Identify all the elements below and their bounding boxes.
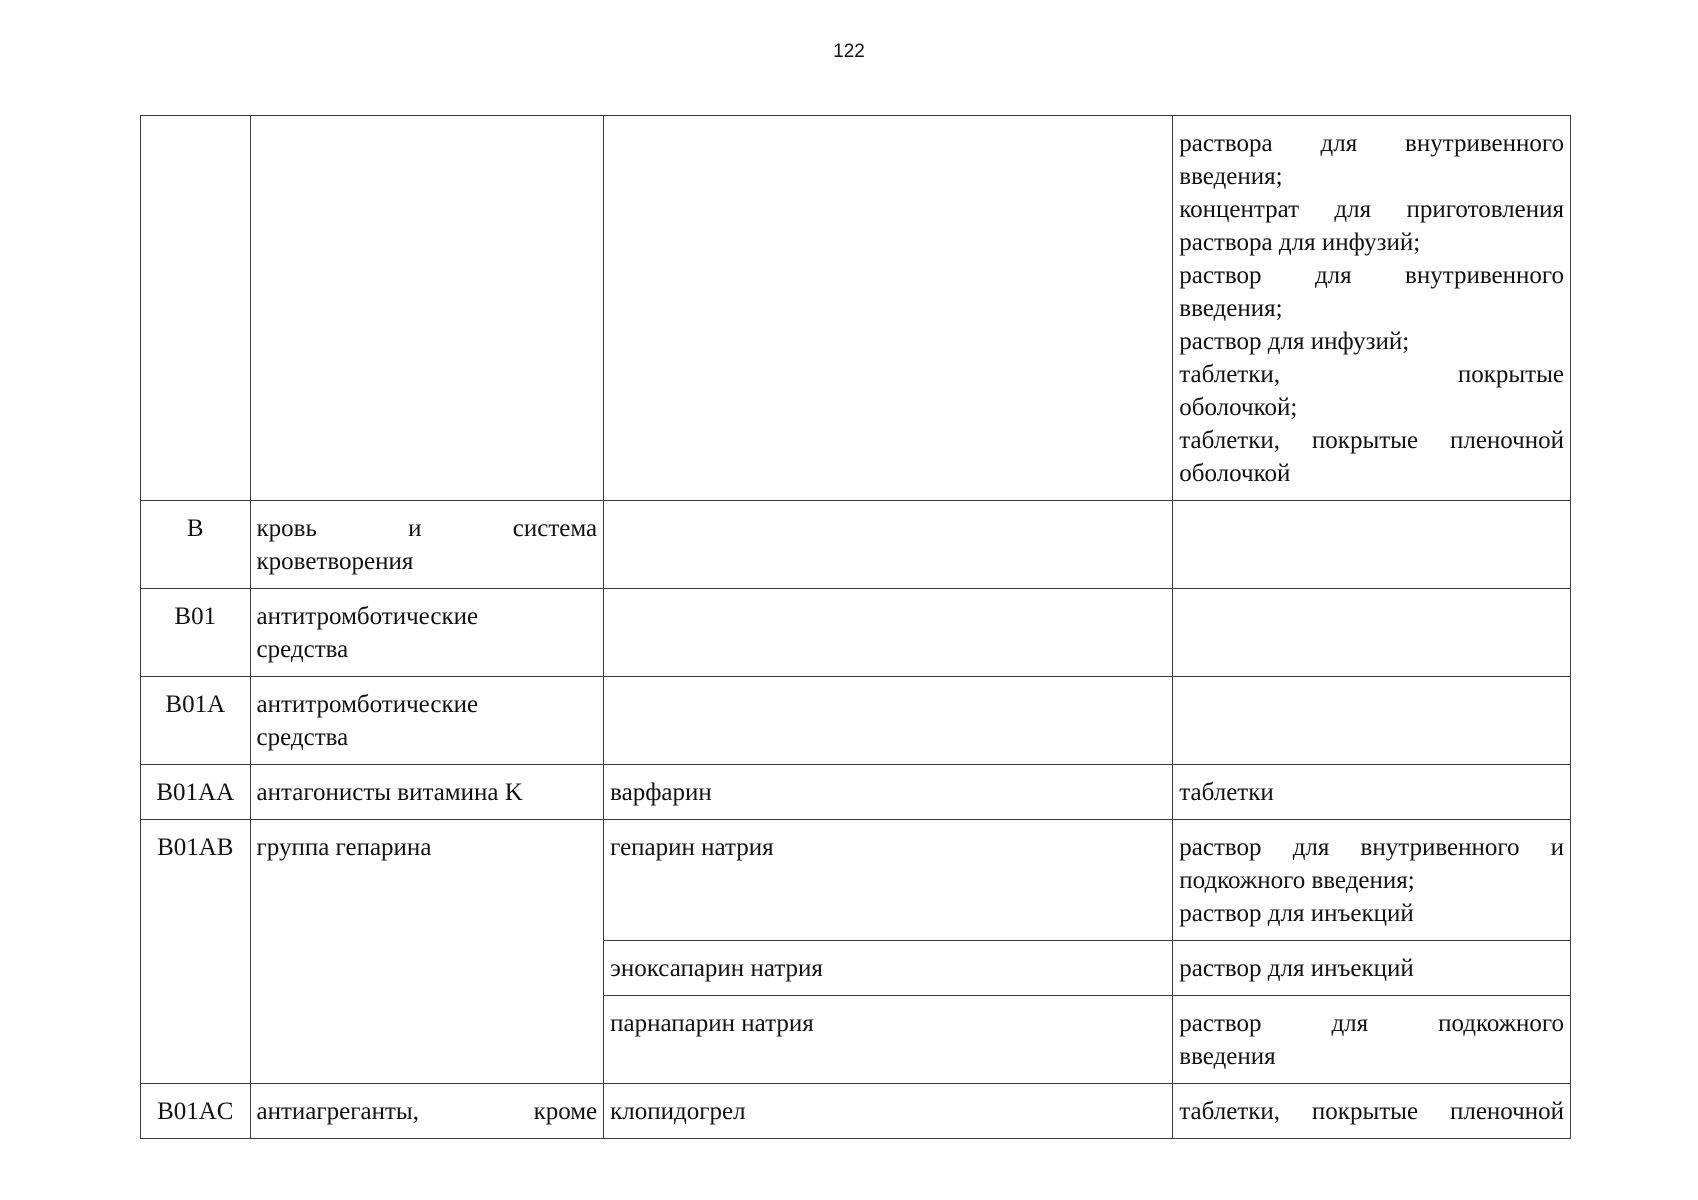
- group-cell: группа гепарина: [250, 820, 604, 1084]
- group-cell: [250, 1084, 604, 1139]
- table-row: [141, 501, 1571, 589]
- atc-code-cell: B: [141, 501, 251, 589]
- group-line: антитромботические: [256, 691, 479, 718]
- atc-code-cell: [141, 116, 251, 501]
- form-line: концентрат для приготовления: [1179, 196, 1564, 223]
- group-cell: [250, 501, 604, 589]
- dosage-form-cell: таблетки: [1173, 765, 1571, 820]
- form-line: подкожного введения;: [1179, 867, 1415, 894]
- form-line: введения;: [1179, 295, 1283, 322]
- form-line: таблетки, покрытые пленочной: [1179, 427, 1564, 454]
- atc-code-cell: B01: [141, 589, 251, 677]
- drug-cell: гепарин натрия: [604, 820, 1173, 941]
- drug-cell: варфарин: [604, 765, 1173, 820]
- group-cell: антагонисты витамина K: [250, 765, 604, 820]
- atc-code-cell: B01AC: [141, 1084, 251, 1139]
- form-line: раствора для внутривенного: [1179, 130, 1564, 157]
- form-line: оболочкой;: [1179, 394, 1298, 421]
- table-row: [141, 765, 1571, 820]
- form-line: раствор для подкожного: [1179, 1010, 1564, 1037]
- form-line: раствора для инфузий;: [1179, 229, 1421, 256]
- table-row: [141, 1084, 1571, 1139]
- atc-code-cell: B01AA: [141, 765, 251, 820]
- group-cell: [250, 589, 604, 677]
- form-line: таблетки, покрытые: [1179, 361, 1564, 388]
- form-line: раствор для инфузий;: [1179, 328, 1410, 355]
- drug-cell: эноксапарин натрия: [604, 941, 1173, 996]
- group-line: средства: [256, 636, 349, 663]
- group-cell: [250, 116, 604, 501]
- dosage-form-cell: [1173, 589, 1571, 677]
- form-line: введения;: [1179, 163, 1283, 190]
- table-row: [141, 116, 1571, 501]
- drug-cell: парнапарин натрия: [604, 996, 1173, 1084]
- dosage-form-cell: раствор для инъекций: [1173, 941, 1571, 996]
- form-line: введения: [1179, 1043, 1276, 1070]
- atc-code-cell: B01AB: [141, 820, 251, 1084]
- dosage-form-cell: [1173, 116, 1571, 501]
- form-line: оболочкой: [1179, 460, 1291, 487]
- dosage-form-cell: [1173, 996, 1571, 1084]
- group-line: средства: [256, 724, 349, 751]
- drug-cell: клопидогрел: [604, 1084, 1173, 1139]
- drug-table: [140, 115, 1571, 1139]
- dosage-form-cell: [1173, 1084, 1571, 1139]
- form-line: таблетки, покрытые пленочной: [1179, 1098, 1564, 1125]
- group-line: кроветворения: [256, 548, 414, 575]
- table-row: [141, 677, 1571, 765]
- group-line: антитромботические: [256, 603, 479, 630]
- dosage-form-cell: [1173, 820, 1571, 941]
- drug-cell: [604, 501, 1173, 589]
- drug-cell: [604, 116, 1173, 501]
- dosage-form-cell: [1173, 501, 1571, 589]
- drug-cell: [604, 677, 1173, 765]
- group-line: кровь и система: [256, 515, 598, 542]
- drug-cell: [604, 589, 1173, 677]
- table-row: [141, 589, 1571, 677]
- dosage-form-cell: [1173, 677, 1571, 765]
- form-line: раствор для внутривенного и: [1179, 834, 1564, 861]
- table-row: [141, 820, 1571, 941]
- page-number: 122: [833, 41, 865, 62]
- form-line: раствор для внутривенного: [1179, 262, 1564, 289]
- atc-code-cell: B01A: [141, 677, 251, 765]
- form-line: раствор для инъекций: [1179, 900, 1414, 927]
- group-line: антиагреганты, кроме: [256, 1098, 598, 1125]
- group-cell: [250, 677, 604, 765]
